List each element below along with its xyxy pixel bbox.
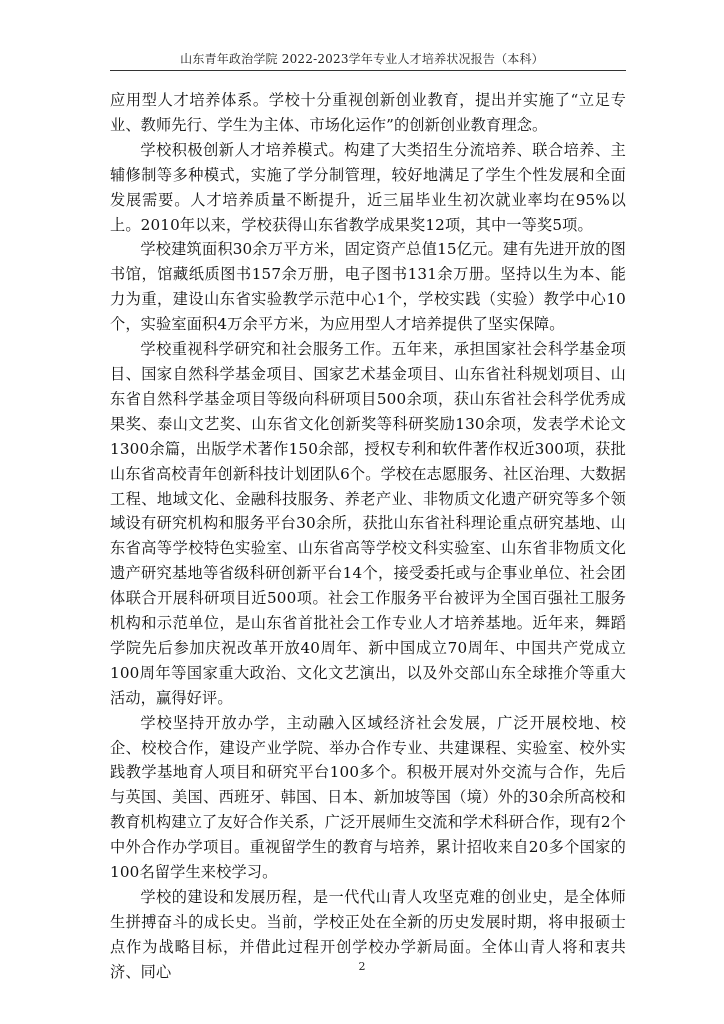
report-body [110,88,626,985]
body-paragraph: 学校的建设和发展历程，是一代代山青人攻坚克难的创业史，是全体师生拼搏奋斗的成长史。当前，学校正处在全新的历史发展时期，将申报硕士点作为战略目标，并借此过程开创学校办学新局面。全体山青人将和衷共济、同心 [110,888,626,981]
body-paragraph: 学校坚持开放办学，主动融入区域经济社会发展，广泛开展校地、校企、校校合作，建设产业学院、举办合作专业、共建课程、实验室、校外实践教学基地育人项目和研究平台100多个。积极开展对外交流与合作，先后与英国、美国、西班牙、韩国、日本、新加坡等国（境）外的30余所高校和教育机构建立了友好合作关系，广泛开展师生交流和学术科研合作，现有2个中外合作办学项目。重视留学生的教育与培养，累计招收来自20多个国家的100名留学生来校学习。 [110,713,626,882]
page-header-title: 山东青年政治学院 2022-2023学年专业人才培养状况报告（本科） [180,52,544,66]
body-paragraph: 学校积极创新人才培养模式。构建了大类招生分流培养、联合培养、主辅修制等多种模式，实施了学分制管理，较好地满足了学生个性发展和全面发展需要。人才培养质量不断提升，近三届毕业生初次就业率均在95%以上。2010年以来，学校获得山东省教学成果奖12项，其中一等奖5项。 [110,140,626,234]
body-paragraph: 学校重视科学研究和社会服务工作。五年来，承担国家社会科学基金项目、国家自然科学基金项目、国家艺术基金项目、山东省社科规划项目、山东省自然科学基金项目等级向科研项目500余项，获山东省社会科学优秀成果奖、泰山文艺奖、山东省文化创新奖等科研奖励130余项，发表学术论文1300余篇，出版学术著作150余部，授权专利和软件著作权近300项，获批山东省高校青年创新科技计划团队6个。学校在志愿服务、社区治理、大数据工程、地域文化、金融科技服务、养老产业、非物质文化遗产研究等多个领域设有研究机构和服务平台30余所，获批山东省社科理论重点研究基地、山东省高等学校特色实验室、山东省高等学校文科实验室、山东省非物质文化遗产研究基地等省级科研创新平台14个，接受委托或与企事业单位、社会团体联合开展科研项目近500项。社会工作服务平台被评为全国百强社工服务机构和示范单位，是山东省首批社会工作专业人才培养基地。近年来，舞蹈学院先后参加庆祝改革开放40周年、新中国成立70周年、中国共产党成立100周年等国家重大政治、文化文艺演出，以及外交部山东全球推介等重大活动，赢得好评。 [110,340,626,707]
header-divider [110,70,626,71]
page-number: 2 [358,960,366,973]
body-paragraph: 学校建筑面积30余万平方米，固定资产总值15亿元。建有先进开放的图书馆，馆藏纸质图书157余万册，电子图书131余万册。坚持以生为本、能力为重，建设山东省实验教学示范中心1个，学校实践（实验）教学中心10个，实验室面积4万余平方米，为应用型人才培养提供了坚实保障。 [110,240,626,334]
body-paragraph: 应用型人才培养体系。学校十分重视创新创业教育，提出并实施了“立足专业、教师先行、学生为主体、市场化运作”的创新创业教育理念。 [110,91,626,134]
